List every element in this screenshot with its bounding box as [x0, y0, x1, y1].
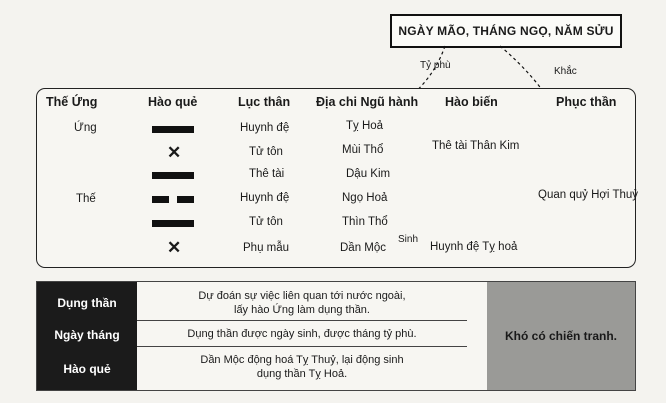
hao-line-solid [152, 220, 194, 227]
hao-bien-bottom: Huynh đệ Tỵ hoả [430, 241, 518, 253]
summary-desc-2: Dụng thần được ngày sinh, được tháng tỷ phù. [187, 328, 417, 340]
date-label: NGÀY MÃO, THÁNG NGỌ, NĂM SỬU [398, 24, 614, 38]
luc-than-cell: Thê tài [249, 168, 285, 180]
ty-phu-label: Tỷ phù [420, 60, 451, 71]
summary-desc-3-line-a: Dần Mộc động hoá Tỵ Thuỷ, lại động sinh [200, 354, 404, 366]
luc-than-cell: Tử tôn [249, 146, 283, 158]
summary-label-hao-que: Hào quẻ [63, 362, 111, 376]
header-the-ung: Thế Ứng [46, 95, 98, 109]
dia-chi-cell: Dậu Kim [346, 168, 391, 180]
dia-chi-cell: Mùi Thổ [342, 144, 384, 156]
hao-line-broken-left [152, 196, 169, 203]
hao-bien-top: Thê tài Thân Kim [432, 140, 520, 152]
dia-chi-cell: Dần Mộc [340, 242, 387, 254]
hao-line-solid [152, 172, 194, 179]
header-hao-bien: Hào biến [445, 95, 498, 109]
khac-label: Khắc [554, 66, 577, 77]
luc-than-cell: Phụ mẫu [243, 242, 290, 254]
summary-desc-3 [137, 353, 467, 381]
dia-chi-cell: Ngọ Hoả [342, 192, 388, 204]
luc-than-cell: Huynh đệ [240, 192, 290, 204]
summary-label-ngay-thang: Ngày tháng [54, 328, 120, 342]
the-ung-the: Thế [76, 193, 96, 205]
luc-than-cell: Huynh đệ [240, 122, 290, 134]
hao-line-solid [152, 126, 194, 133]
summary-desc-1-line-b: lấy hào Ứng làm dụng thần. [234, 304, 370, 316]
header-phuc-than: Phục thần [556, 95, 617, 109]
hao-line-broken-right [177, 196, 194, 203]
summary-result [487, 282, 635, 390]
dia-chi-cell: Thìn Thổ [342, 216, 388, 228]
summary-divider [137, 320, 467, 321]
summary-result-text: Khó có chiến tranh. [504, 329, 617, 343]
luc-than-cell: Tử tôn [249, 216, 283, 228]
summary-label-dung-than: Dụng thần [57, 296, 117, 310]
summary-desc-1-line-a: Dự đoán sự việc liên quan tới nước ngoài, [198, 290, 406, 302]
dia-chi-cell: Tỵ Hoả [346, 120, 384, 132]
header-dia-chi: Địa chi Ngũ hành [316, 95, 419, 109]
hao-changing-x-icon: ✕ [167, 143, 182, 162]
summary-desc-1 [137, 289, 467, 317]
summary-divider [137, 346, 467, 347]
summary-desc-3-line-b: dụng thần Tỵ Hoả. [256, 368, 348, 380]
phuc-than-value: Quan quỷ Hợi Thuỷ [538, 189, 639, 201]
header-hao-que: Hào quẻ [148, 95, 198, 109]
the-ung-ung: Ứng [74, 122, 97, 134]
hao-changing-x-icon: ✕ [167, 238, 182, 257]
hexagram-panel [36, 88, 639, 268]
sinh-label: Sinh [398, 234, 419, 245]
header-luc-than: Lục thân [238, 95, 291, 109]
summary-table [36, 281, 636, 391]
